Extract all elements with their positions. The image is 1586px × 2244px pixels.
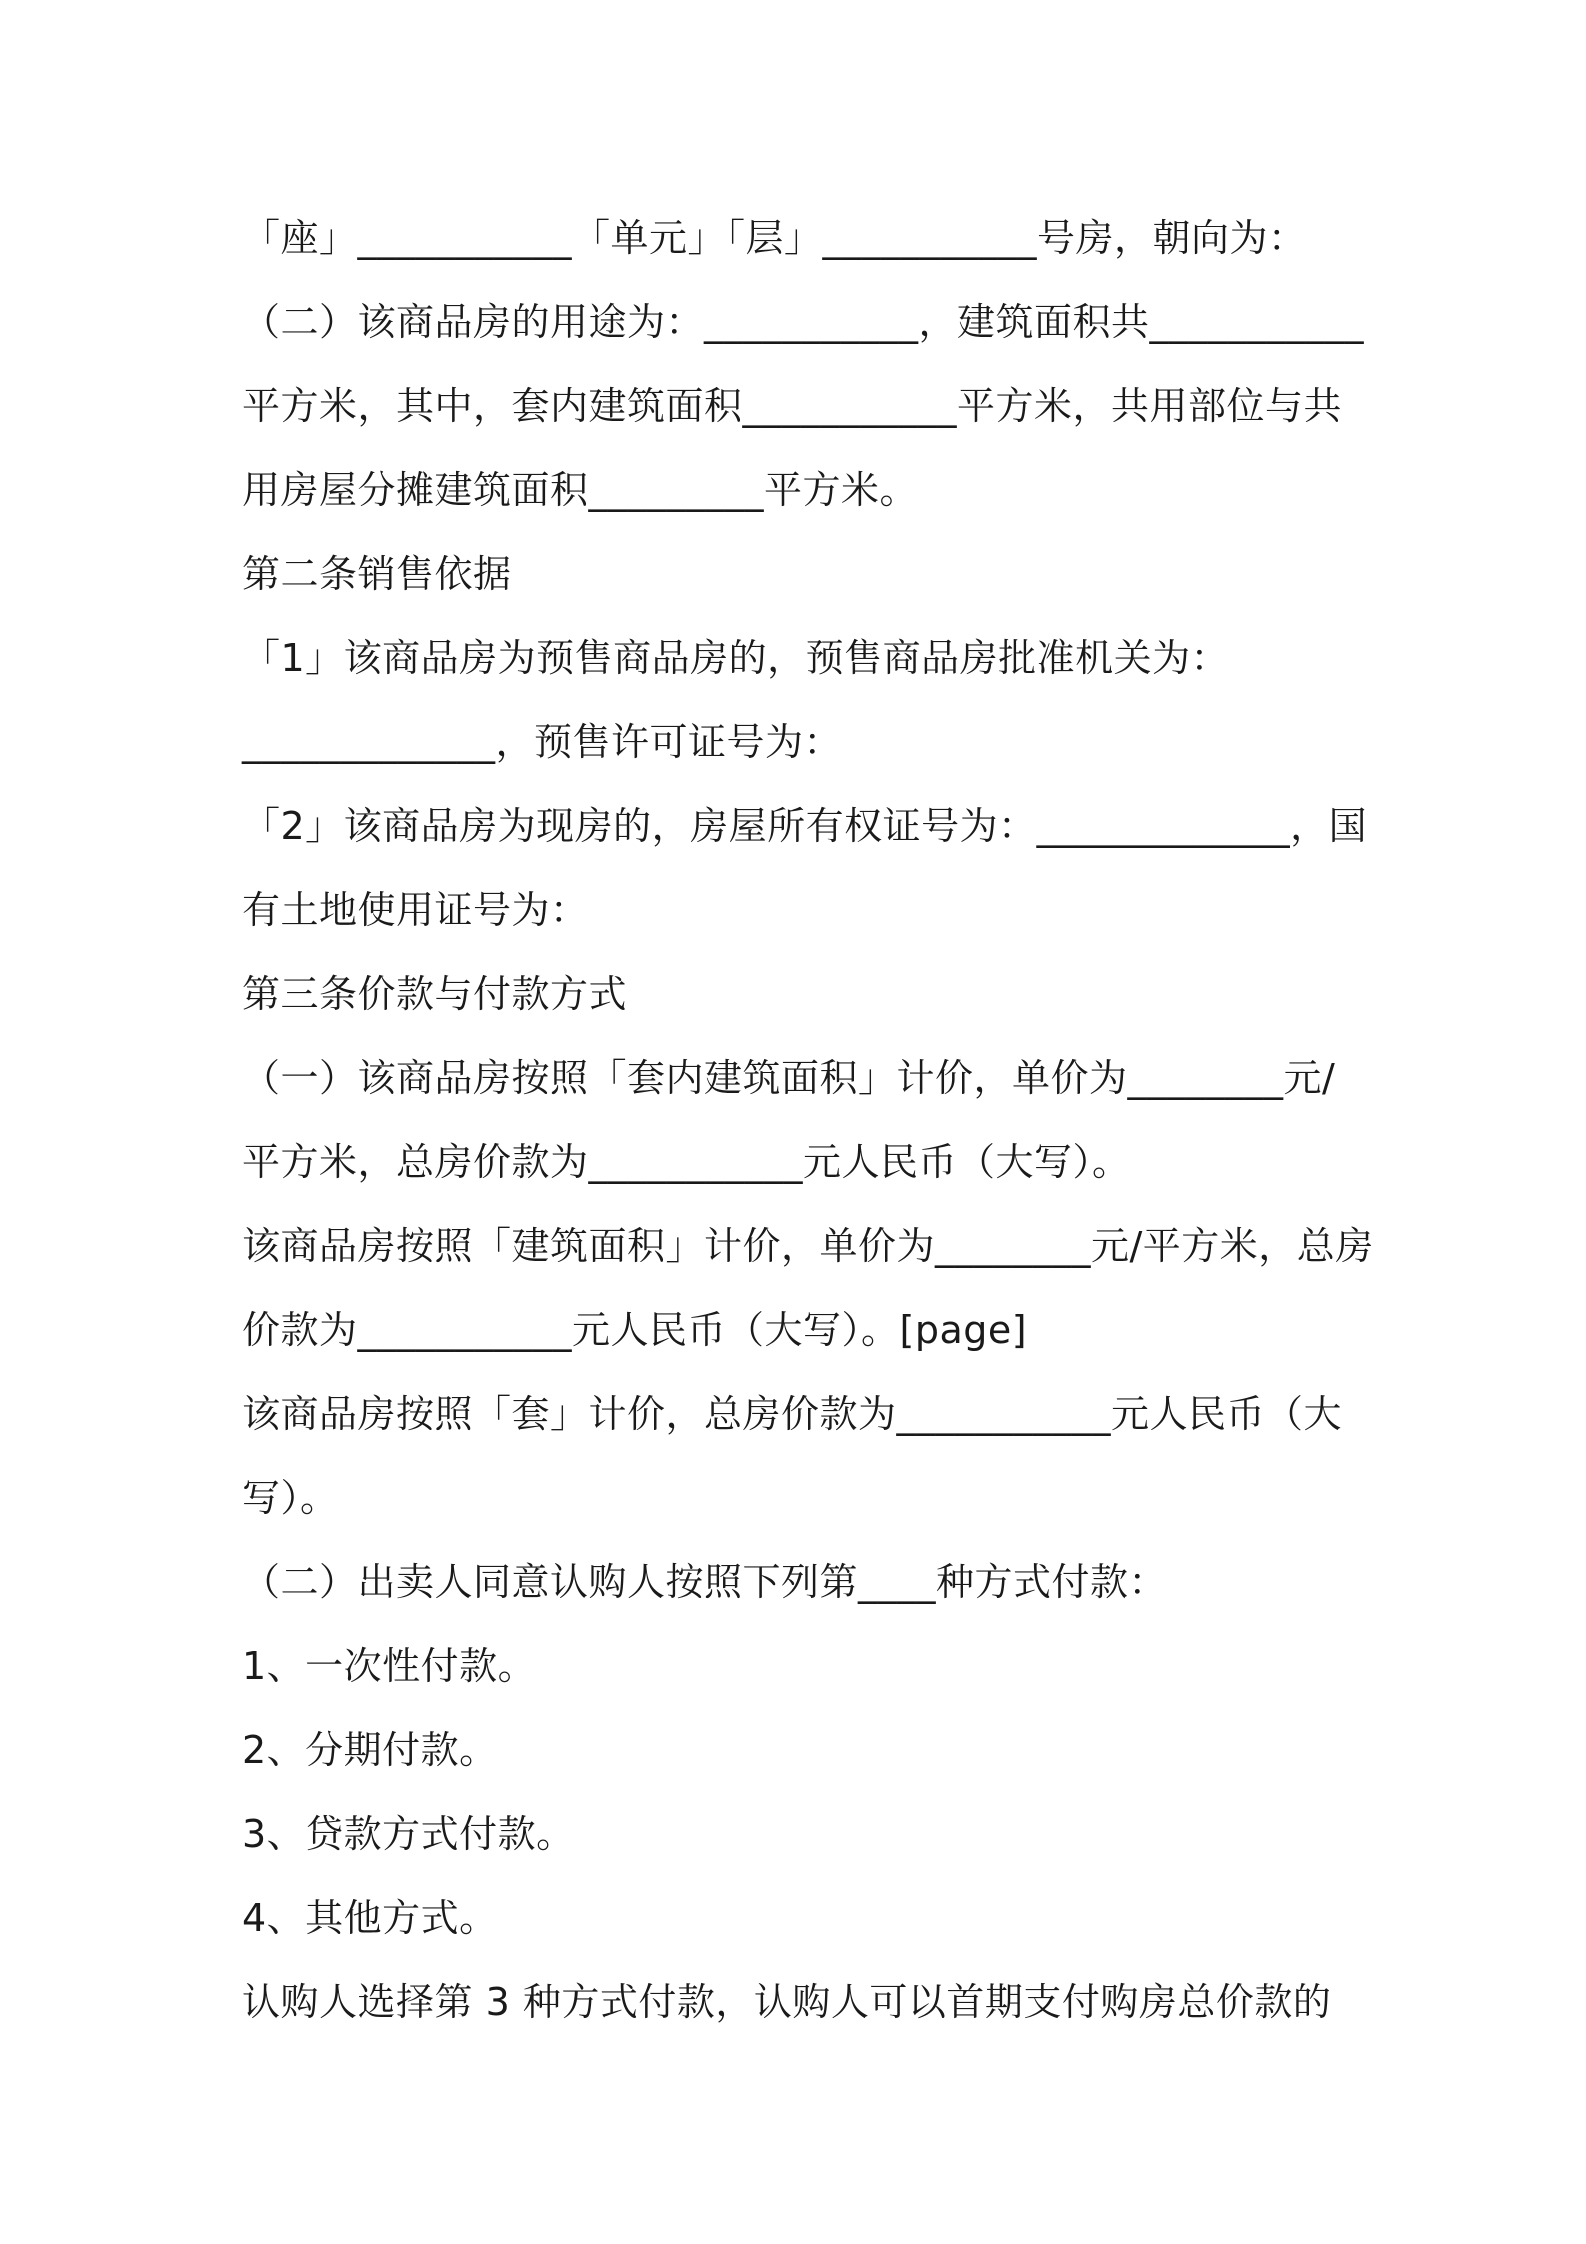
list-item: 4、其他方式。	[242, 1896, 498, 1940]
text-line: 「座」___________「单元」「层」___________号房，朝向为：	[242, 216, 1307, 260]
list-item: 2、分期付款。	[242, 1728, 498, 1772]
section-heading: 第三条价款与付款方式	[242, 972, 628, 1016]
text-line: 「2」该商品房为现房的，房屋所有权证号为：_____________，国	[242, 804, 1368, 848]
text-line: 价款为___________元人民币（大写）。[page]	[242, 1308, 1028, 1352]
text-line: （二）该商品房的用途为：___________，建筑面积共___________	[242, 300, 1365, 344]
text-line: 认购人选择第 3 种方式付款，认购人可以首期支付购房总价款的	[242, 1980, 1332, 2024]
list-item: 3、贷款方式付款。	[242, 1812, 575, 1856]
text-line: 写）。	[242, 1476, 339, 1520]
text-line: 「1」该商品房为预售商品房的，预售商品房批准机关为：	[242, 636, 1230, 680]
section-heading: 第二条销售依据	[242, 552, 512, 596]
text-line: （二）出卖人同意认购人按照下列第____种方式付款：	[242, 1560, 1168, 1604]
document-page	[242, 196, 1382, 2044]
text-line: 该商品房按照「建筑面积」计价，单价为________元/平方米，总房	[242, 1224, 1374, 1268]
text-line: 有土地使用证号为：	[242, 888, 589, 932]
text-line: 用房屋分摊建筑面积_________平方米。	[242, 468, 919, 512]
text-line: _____________，预售许可证号为：	[242, 720, 843, 764]
text-line: 平方米，总房价款为___________元人民币（大写）。	[242, 1140, 1131, 1184]
text-line: （一）该商品房按照「套内建筑面积」计价，单价为________元/	[242, 1056, 1336, 1100]
text-line: 该商品房按照「套」计价，总房价款为___________元人民币（大	[242, 1392, 1343, 1436]
list-item: 1、一次性付款。	[242, 1644, 537, 1688]
text-line: 平方米，其中，套内建筑面积___________平方米，共用部位与共	[242, 384, 1343, 428]
